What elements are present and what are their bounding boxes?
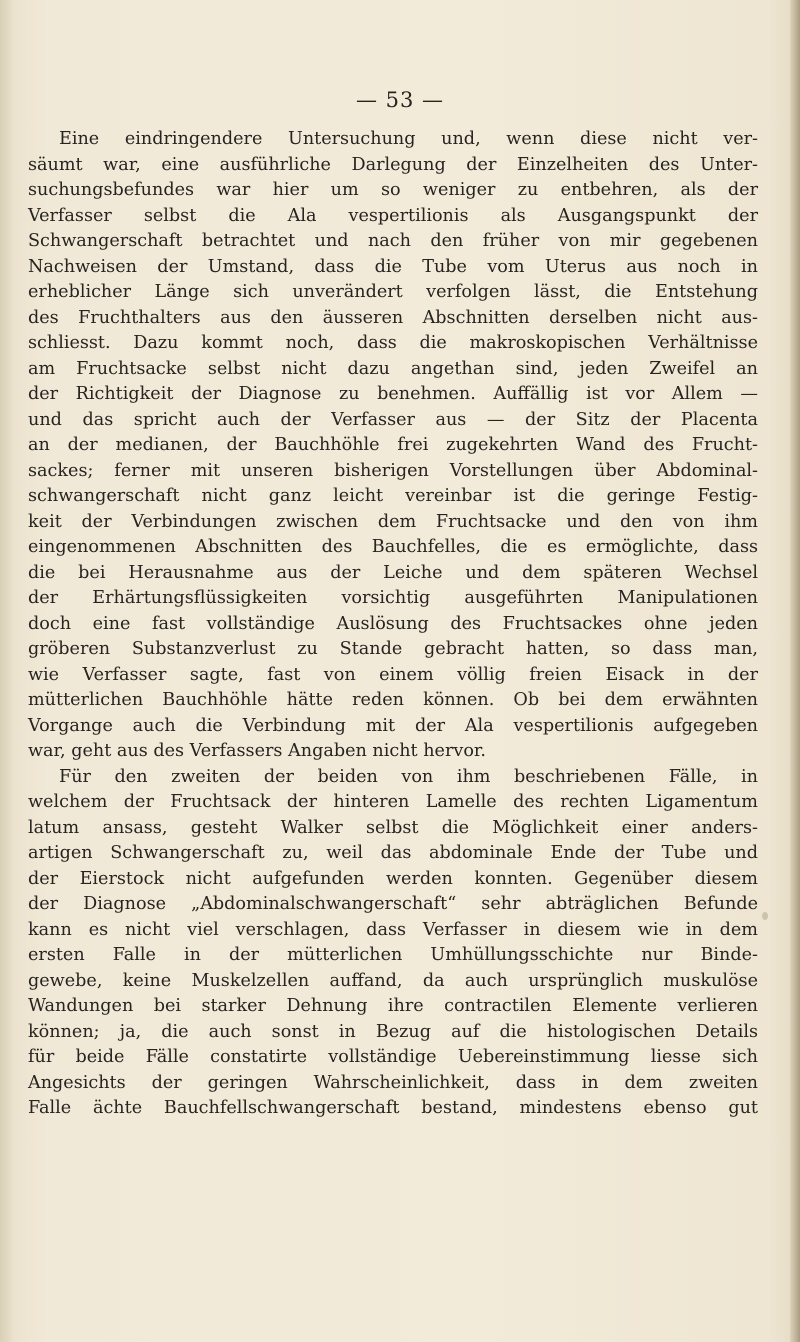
body-text <box>28 127 758 1122</box>
text-line: erheblicher Länge sich unverändert verfolgen lässt, die Entstehung <box>28 282 758 302</box>
text-line: Vorgange auch die Verbindung mit der Ala vespertilionis aufgegeben <box>28 715 758 736</box>
text-line: der Eierstock nicht aufgefunden werden konnten. Gegenüber diesem <box>28 868 758 889</box>
text-line: die bei Herausnahme aus der Leiche und dem späteren Wechsel <box>28 562 758 583</box>
page-number: — 53 — <box>355 88 445 112</box>
text-line: am Fruchtsacke selbst nicht dazu angethan sind, jeden Zweifel an <box>28 358 758 379</box>
text-line: können; ja, die auch sonst in Bezug auf die histologischen Details <box>28 1021 758 1042</box>
text-line: Eine eindringendere Untersuchung und, wenn diese nicht ver- <box>59 129 758 149</box>
text-line: schwangerschaft nicht ganz leicht vereinbar ist die geringe Festig- <box>28 486 758 506</box>
paragraph-1 <box>28 127 758 765</box>
text-line: ersten Falle in der mütterlichen Umhüllungsschichte nur Binde- <box>28 945 758 965</box>
text-line: sackes; ferner mit unseren bisherigen Vorstellungen über Abdominal- <box>28 460 758 481</box>
text-line: artigen Schwangerschaft zu, weil das abdominale Ende der Tube und <box>28 843 758 863</box>
paragraph-2 <box>28 765 758 1122</box>
text-line: keit der Verbindungen zwischen dem Fruchtsacke und den von ihm <box>28 511 758 532</box>
text-line: mütterlichen Bauchhöhle hätte reden können. Ob bei dem erwähnten <box>28 690 758 710</box>
text-line: schliesst. Dazu kommt noch, dass die makroskopischen Verhältnisse <box>28 333 758 353</box>
text-line: an der medianen, der Bauchhöhle frei zugekehrten Wand des Frucht- <box>28 435 758 455</box>
text-line: eingenommenen Abschnitten des Bauchfelles, die es ermöglichte, dass <box>28 537 758 557</box>
text-line: Wandungen bei starker Dehnung ihre contractilen Elemente verlieren <box>28 996 758 1016</box>
text-line: war, geht aus des Verfassers Angaben nicht hervor. <box>28 741 486 761</box>
text-line: Schwangerschaft betrachtet und nach den früher von mir gegebenen <box>28 231 758 251</box>
text-line: latum ansass, gesteht Walker selbst die Möglichkeit einer anders- <box>28 817 758 838</box>
text-line: doch eine fast vollständige Auslösung des Fruchtsackes ohne jeden <box>28 613 758 634</box>
text-line: der Diagnose „Abdominalschwangerschaft“ sehr abträglichen Befunde <box>28 894 758 914</box>
text-line: der Richtigkeit der Diagnose zu benehmen. Auffällig ist vor Allem — <box>28 384 758 404</box>
page-edge <box>790 0 800 1342</box>
text-line: kann es nicht viel verschlagen, dass Verfasser in diesem wie in dem <box>28 919 758 940</box>
text-line: gewebe, keine Muskelzellen auffand, da auch ursprünglich muskulöse <box>28 970 758 991</box>
text-line: säumt war, eine ausführliche Darlegung der Einzelheiten des Unter- <box>28 154 758 175</box>
ink-spot <box>762 912 768 920</box>
text-line: gröberen Substanzverlust zu Stande gebracht hatten, so dass man, <box>28 639 758 659</box>
page-gutter-shadow <box>0 0 14 1342</box>
text-line: Verfasser selbst die Ala vespertilionis als Ausgangspunkt der <box>28 205 758 226</box>
text-line: Für den zweiten der beiden von ihm beschriebenen Fälle, in <box>59 766 758 787</box>
text-line: Falle ächte Bauchfellschwangerschaft bestand, mindestens ebenso gut <box>28 1098 758 1118</box>
text-line: Nachweisen der Umstand, dass die Tube vom Uterus aus noch in <box>28 256 758 277</box>
text-line: welchem der Fruchtsack der hinteren Lamelle des rechten Ligamentum <box>28 792 758 812</box>
text-line: suchungsbefundes war hier um so weniger zu entbehren, als der <box>28 180 758 200</box>
text-line: der Erhärtungsflüssigkeiten vorsichtig ausgeführten Manipulationen <box>28 588 758 608</box>
text-line: Angesichts der geringen Wahrscheinlichkeit, dass in dem zweiten <box>28 1072 758 1093</box>
text-line: für beide Fälle constatirte vollständige Uebereinstimmung liesse sich <box>28 1047 758 1067</box>
text-line: wie Verfasser sagte, fast von einem völlig freien Eisack in der <box>28 664 758 685</box>
text-line: des Fruchthalters aus den äusseren Abschnitten derselben nicht aus- <box>28 307 758 328</box>
text-line: und das spricht auch der Verfasser aus — der Sitz der Placenta <box>28 409 758 430</box>
